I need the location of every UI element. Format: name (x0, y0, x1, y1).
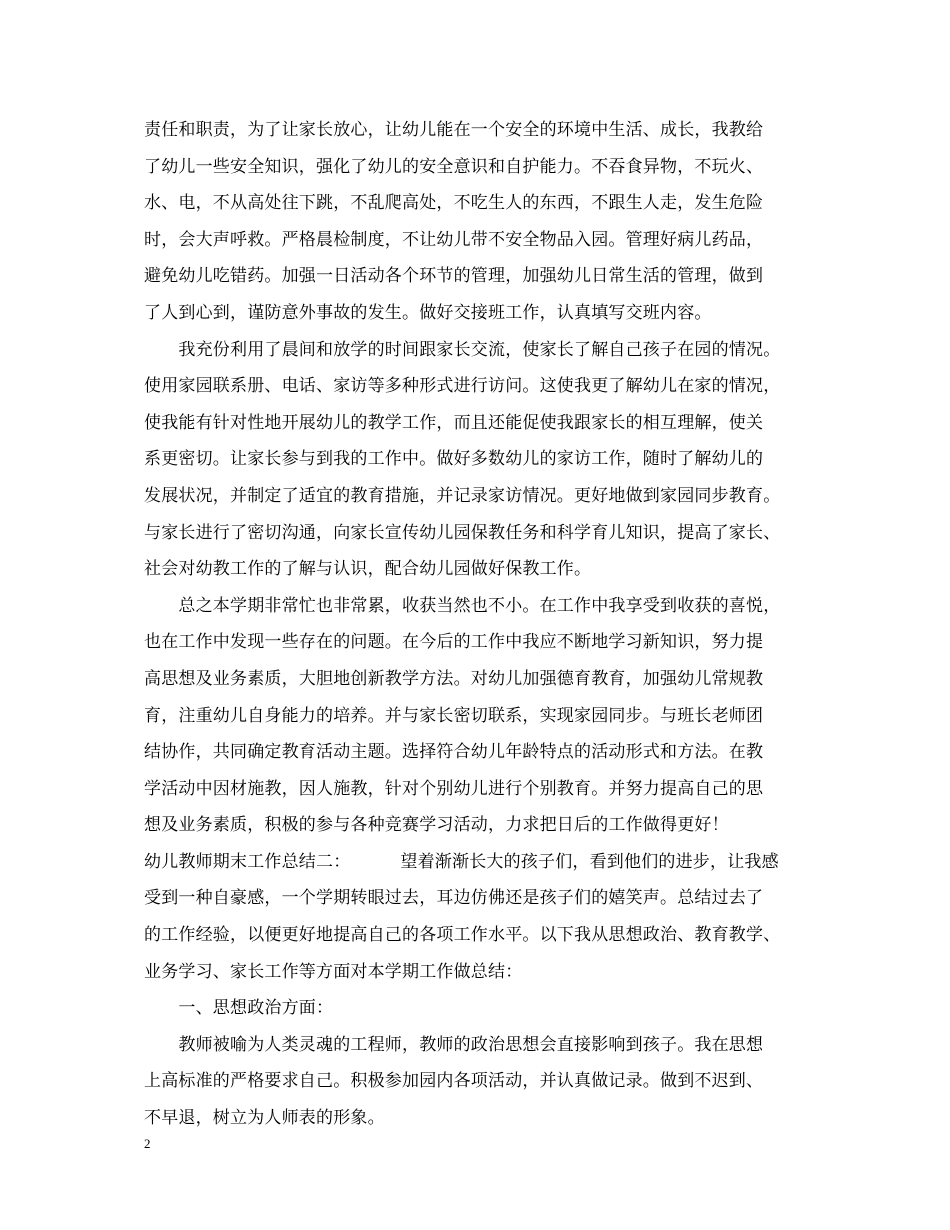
text-line: 避免幼儿吃错药。加强一日活动各个环节的管理，加强幼儿日常生活的管理，做到 (144, 266, 764, 287)
section-first-line: 望着渐渐长大的孩子们，看到他们的进步，让我感 (400, 851, 779, 872)
text-line: 与家长进行了密切沟通，向家长宣传幼儿园保教任务和科学育儿知识，提高了家长、 (144, 522, 781, 543)
text-line: 社会对幼教工作的了解与认识，配合幼儿园做好保教工作。 (144, 559, 592, 580)
text-line: 育，注重幼儿自身能力的培养。并与家长密切联系，实现家园同步。与班长老师团 (144, 705, 764, 726)
text-line: 学活动中因材施教，因人施教，针对个别幼儿进行个别教育。并努力提高自己的思 (144, 778, 764, 799)
text-line: 使用家园联系册、电话、家访等多种形式进行访问。这使我更了解幼儿在家的情况， (144, 376, 781, 397)
text-line: 水、电，不从高处往下跳，不乱爬高处，不吃生人的东西，不跟生人走，发生危险 (144, 193, 764, 214)
body-text (144, 112, 844, 1137)
subheading-line: 一、思想政治方面： (144, 998, 334, 1019)
text-line: 也在工作中发现一些存在的问题。在今后的工作中我应不断地学习新知识，努力提 (144, 632, 764, 653)
text-line: 教师被喻为人类灵魂的工程师，教师的政治思想会直接影响到孩子。我在思想 (144, 1034, 764, 1055)
text-line: 受到一种自豪感，一个学期转眼过去，耳边仿佛还是孩子们的嬉笑声。总结过去了 (144, 888, 764, 909)
page-number: 2 (144, 1136, 151, 1151)
text-line: 我充份利用了晨间和放学的时间跟家长交流，使家长了解自己孩子在园的情况。 (144, 339, 781, 360)
text-line: 系更密切。让家长参与到我的工作中。做好多数幼儿的家访工作，随时了解幼儿的 (144, 449, 764, 470)
text-line: 使我能有针对性地开展幼儿的教学工作，而且还能促使我跟家长的相互理解，使关 (144, 412, 764, 433)
text-line: 想及业务素质，积极的参与各种竞赛学习活动，力求把日后的工作做得更好！ (144, 815, 729, 836)
text-line: 上高标准的严格要求自己。积极参加园内各项活动，并认真做记录。做到不迟到、 (144, 1071, 764, 1092)
text-line: 的工作经验，以便更好地提高自己的各项工作水平。以下我从思想政治、教育教学、 (144, 925, 781, 946)
text-line: 结协作，共同确定教育活动主题。选择符合幼儿年龄特点的活动形式和方法。在教 (144, 742, 764, 763)
text-line: 责任和职责，为了让家长放心，让幼儿能在一个安全的环境中生活、成长，我教给 (144, 120, 764, 140)
text-line: 发展状况，并制定了适宜的教育措施，并记录家访情况。更好地做到家园同步教育。 (144, 485, 781, 506)
text-line: 高思想及业务素质，大胆地创新教学方法。对幼儿加强德育教育，加强幼儿常规教 (144, 668, 764, 689)
text-line: 了人到心到，谨防意外事故的发生。做好交接班工作，认真填写交班内容。 (144, 302, 712, 323)
text-line: 总之本学期非常忙也非常累，收获当然也不小。在工作中我享受到收获的喜悦， (144, 595, 781, 616)
text-line: 了幼儿一些安全知识，强化了幼儿的安全意识和自护能力。不吞食异物，不玩火、 (144, 156, 764, 177)
text-line: 业务学习、家长工作等方面对本学期工作做总结： (144, 961, 523, 982)
section-heading: 幼儿教师期末工作总结二： (144, 851, 351, 872)
text-line: 时，会大声呼救。严格晨检制度，不让幼儿带不安全物品入园。管理好病儿药品， (144, 229, 764, 250)
section-heading-line (144, 844, 844, 881)
text-line: 不早退，树立为人师表的形象。 (144, 1108, 385, 1129)
